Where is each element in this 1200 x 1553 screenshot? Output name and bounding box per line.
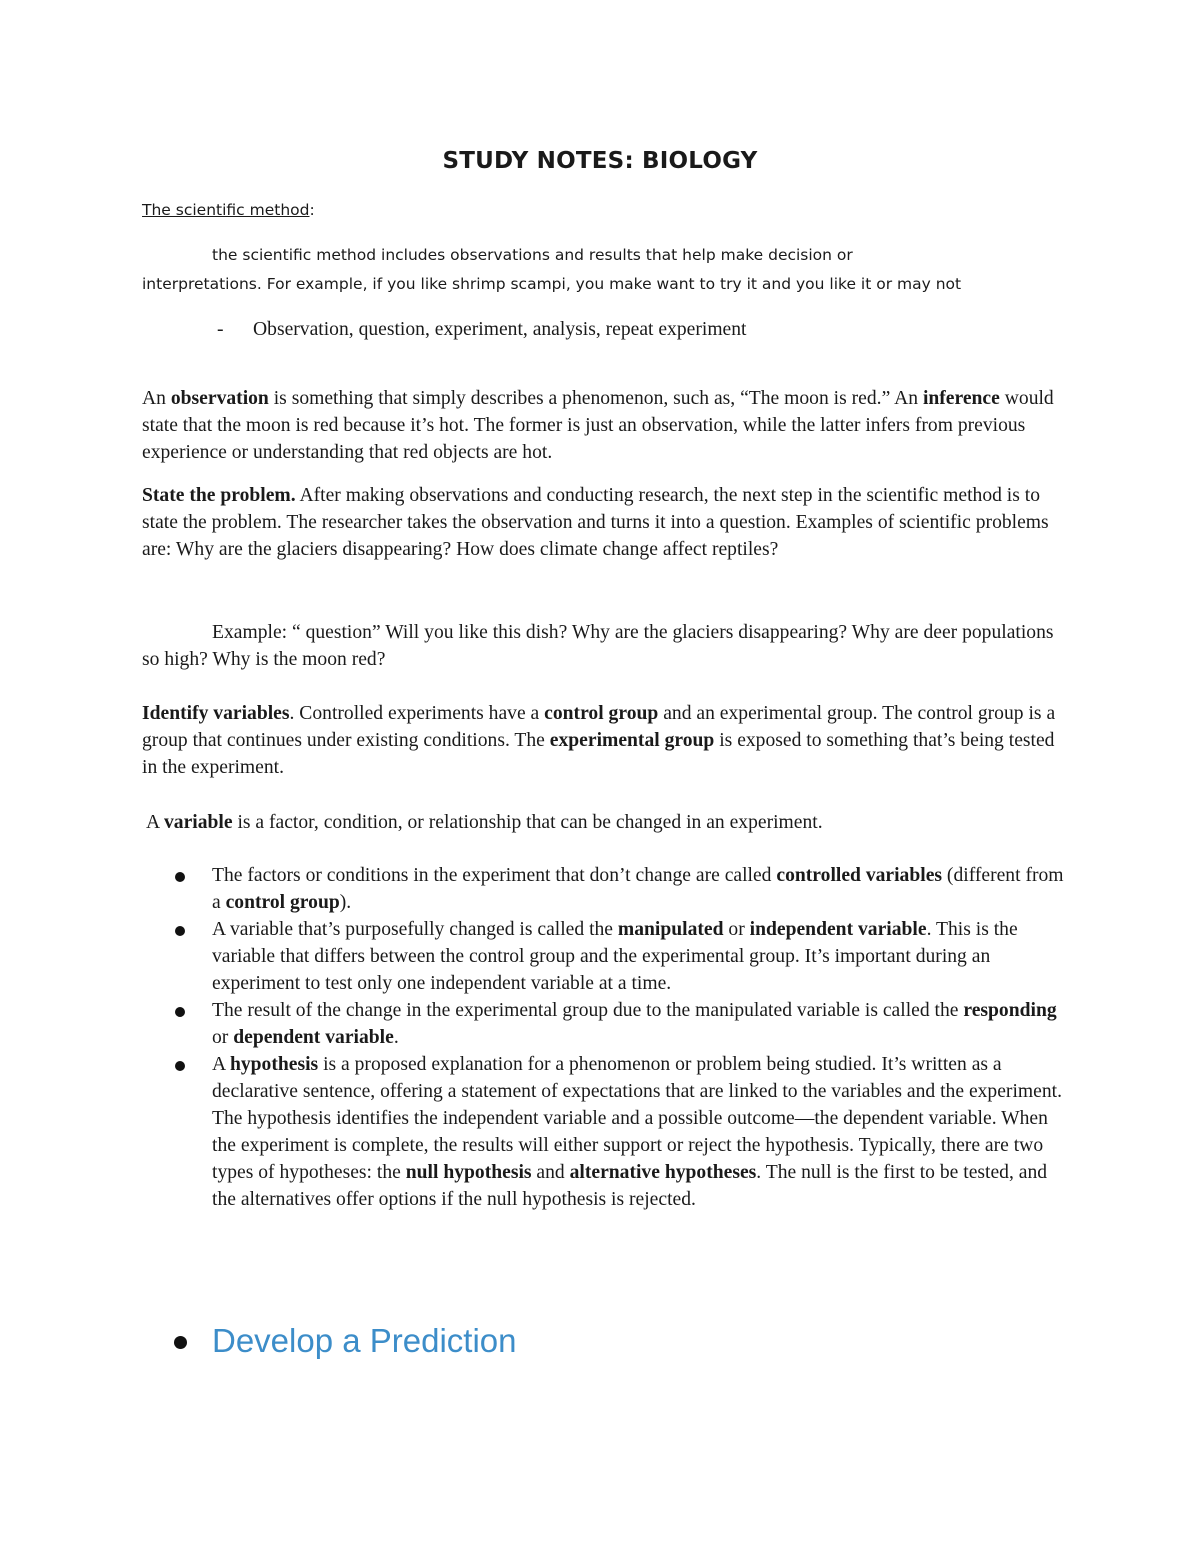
paragraph-example: Example: “ question” Will you like this dish? Why are the glaciers disappearing? Why are deer populations so high? Why is the moon red?	[142, 622, 1054, 670]
term-manipulated: manipulated	[617, 919, 724, 940]
text-run: is something that simply describes a phenomenon, such as, “The moon is red.” An	[268, 388, 923, 409]
dash-item-text: Observation, question, experiment, analysis, repeat experiment	[253, 319, 747, 340]
term-hypothesis: hypothesis	[229, 1054, 319, 1075]
text-run: After making observations and conducting research, the next step in the scientific method is to state the problem. The researcher takes the observation and turns it into a question. Examples of scientific problems are: Why are the glaciers disappearing? How does climate change affect reptiles?	[142, 485, 1049, 560]
text-run: (different from a	[212, 865, 1064, 913]
term-control-group: control group	[544, 703, 659, 724]
term-variable: variable	[163, 812, 233, 833]
term-state-the-problem: State the problem.	[142, 485, 296, 506]
term-experimental-group: experimental group	[549, 730, 715, 751]
text-run: A	[146, 812, 164, 833]
develop-prediction-heading: Develop a Prediction	[212, 1322, 517, 1359]
text-run: . This is the variable that differs between the control group and the experimental group. It’s important during an experiment to test only one independent variable at a time.	[212, 919, 1018, 994]
paragraph-variables	[142, 700, 1072, 781]
text-run: or	[212, 1027, 234, 1048]
bullet-item	[212, 916, 1072, 997]
term-null-hypothesis: null hypothesis	[405, 1162, 532, 1183]
bullet-item	[212, 1051, 1072, 1213]
dash-marker: -	[217, 319, 224, 340]
text-run: ).	[339, 892, 352, 913]
text-run: is a factor, condition, or relationship that can be changed in an experiment.	[232, 812, 823, 833]
term-observation: observation	[170, 388, 269, 409]
bullet-dot	[175, 926, 185, 936]
term-inference: inference	[922, 388, 1000, 409]
intro-line-1: the scientific method includes observations and results that help make decision or	[212, 246, 853, 264]
term-independent-variable: independent variable	[749, 919, 927, 940]
term-control-group: control group	[225, 892, 340, 913]
term-identify-variables: Identify variables	[142, 703, 290, 724]
section-heading-text: The scientific method	[142, 201, 310, 219]
term-alternative-hypotheses: alternative hypotheses	[569, 1162, 757, 1183]
bullet-dot	[175, 1061, 185, 1071]
term-dependent-variable: dependent variable	[233, 1027, 394, 1048]
text-run: The result of the change in the experimental group due to the manipulated variable is called the	[212, 1000, 964, 1021]
text-run: .	[393, 1027, 399, 1048]
section-heading-colon: :	[309, 201, 315, 219]
paragraph-observation	[142, 385, 1072, 466]
text-run: and	[531, 1162, 570, 1183]
text-run: and an experimental group. The control group is a group that continues under existing conditions. The	[142, 703, 1056, 751]
bullet-item	[212, 862, 1072, 916]
paragraph-problem	[142, 482, 1072, 563]
text-run: would state that the moon is red because it’s hot. The former is just an observation, while the latter infers from previous experience or understanding that red objects are hot.	[142, 388, 1054, 463]
text-run: A	[212, 1054, 230, 1075]
paragraph-variable-definition	[146, 809, 1076, 836]
bullet-dot	[175, 872, 185, 882]
text-run: or	[723, 919, 750, 940]
bullet-dot	[174, 1336, 187, 1349]
intro-line-2: interpretations. For example, if you like shrimp scampi, you make want to try it and you like it or may not	[142, 275, 962, 293]
term-responding: responding	[963, 1000, 1057, 1021]
bullet-item	[212, 997, 1072, 1051]
term-controlled-variables: controlled variables	[776, 865, 943, 886]
section-heading	[142, 201, 315, 219]
bullet-dot	[175, 1007, 185, 1017]
text-run: An	[142, 388, 171, 409]
text-run: is a proposed explanation for a phenomenon or problem being studied. It’s written as a declarative sentence, offering a statement of expectations that are linked to the variables and the experiment. The hypothesis identifies the independent variable and a possible outcome—the dependent variable. When the experiment is complete, the results will either support or reject the hypothesis. Typically, there are two types of hypotheses: the	[212, 1054, 1062, 1183]
page-title: STUDY NOTES: BIOLOGY	[442, 148, 758, 174]
text-run: . The null is the first to be tested, and the alternatives offer options if the null hypothesis is rejected.	[212, 1162, 1048, 1210]
text-run: A variable that’s purposefully changed is called the	[212, 919, 618, 940]
text-run: . Controlled experiments have a	[289, 703, 545, 724]
text-run: is exposed to something that’s being tested in the experiment.	[142, 730, 1055, 778]
text-run: The factors or conditions in the experiment that don’t change are called	[212, 865, 777, 886]
